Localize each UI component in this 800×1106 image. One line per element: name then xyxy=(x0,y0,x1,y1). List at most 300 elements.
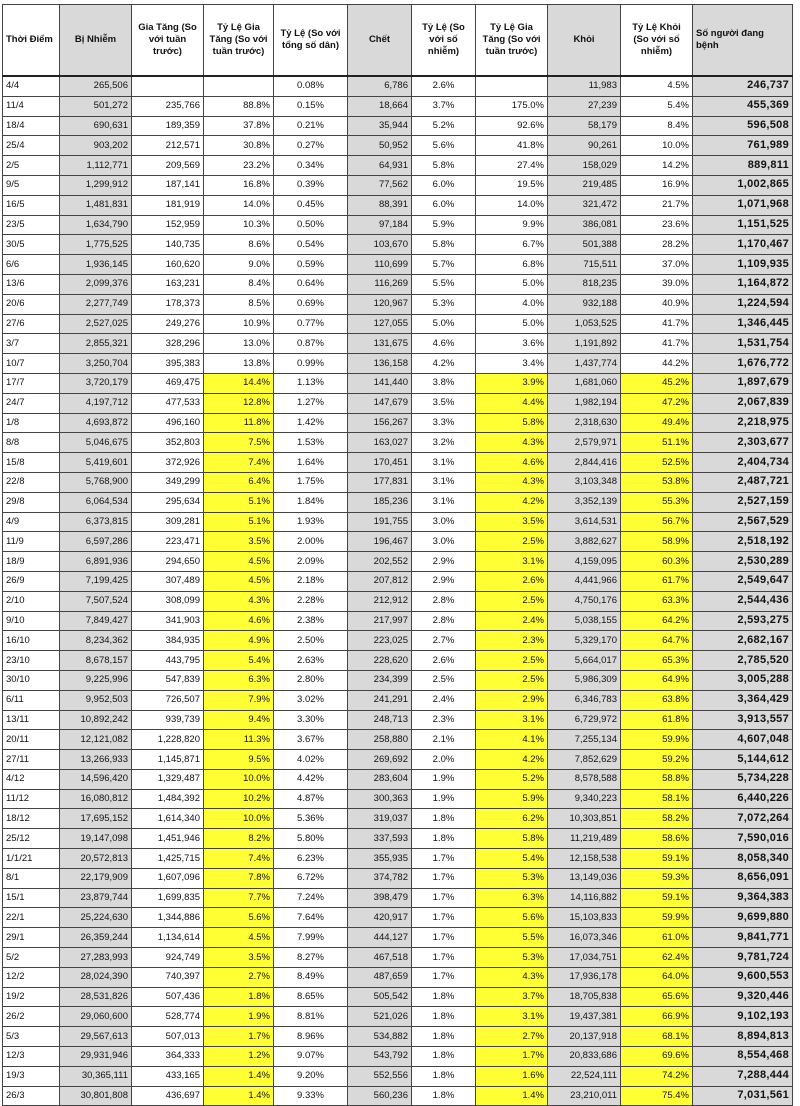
cell-date: 12/2 xyxy=(3,967,60,987)
cell-population-rate: 2.38% xyxy=(274,611,348,631)
cell-death-rate: 6.0% xyxy=(412,175,476,195)
cell-death-increase-rate: 4.6% xyxy=(476,453,548,473)
table-row xyxy=(3,175,793,195)
cell-death-increase-rate: 6.7% xyxy=(476,235,548,255)
cell-date: 8/1 xyxy=(3,868,60,888)
cell-infected: 16,080,812 xyxy=(60,789,132,809)
cell-population-rate: 6.23% xyxy=(274,849,348,869)
cell-active-cases: 7,031,561 xyxy=(693,1086,793,1106)
cell-deaths: 127,055 xyxy=(348,314,412,334)
cell-recovery-rate: 63.3% xyxy=(621,591,693,611)
cell-population-rate: 0.77% xyxy=(274,314,348,334)
cell-population-rate: 0.54% xyxy=(274,235,348,255)
cell-death-increase-rate: 27.4% xyxy=(476,156,548,176)
cell-increase: 160,620 xyxy=(132,255,204,275)
cell-infected: 1,481,831 xyxy=(60,195,132,215)
cell-infected: 29,060,600 xyxy=(60,1007,132,1027)
cell-recovered: 2,844,416 xyxy=(548,453,621,473)
cell-recovered: 17,034,751 xyxy=(548,948,621,968)
cell-increase-rate: 1.9% xyxy=(204,1007,274,1027)
cell-date: 6/11 xyxy=(3,690,60,710)
cell-active-cases: 2,404,734 xyxy=(693,453,793,473)
table-row xyxy=(3,809,793,829)
cell-death-rate: 5.9% xyxy=(412,215,476,235)
cell-date: 8/8 xyxy=(3,433,60,453)
cell-death-rate: 2.7% xyxy=(412,631,476,651)
cell-increase-rate: 4.5% xyxy=(204,571,274,591)
cell-recovered: 5,986,309 xyxy=(548,670,621,690)
cell-death-increase-rate: 41.8% xyxy=(476,136,548,156)
cell-death-rate: 3.2% xyxy=(412,433,476,453)
cell-deaths: 116,269 xyxy=(348,274,412,294)
cell-death-rate: 2.9% xyxy=(412,571,476,591)
cell-population-rate: 0.21% xyxy=(274,116,348,136)
cell-recovered: 3,352,139 xyxy=(548,492,621,512)
cell-population-rate: 3.67% xyxy=(274,730,348,750)
cell-deaths: 177,831 xyxy=(348,472,412,492)
table-row xyxy=(3,354,793,374)
cell-infected: 27,283,993 xyxy=(60,948,132,968)
table-row xyxy=(3,769,793,789)
cell-active-cases: 1,164,872 xyxy=(693,274,793,294)
cell-population-rate: 2.18% xyxy=(274,571,348,591)
cell-active-cases: 3,913,557 xyxy=(693,710,793,730)
cell-active-cases: 246,737 xyxy=(693,76,793,96)
header-death-rate: Tỷ Lệ (So với số nhiễm) xyxy=(412,5,476,77)
cell-recovered: 715,511 xyxy=(548,255,621,275)
cell-population-rate: 7.64% xyxy=(274,908,348,928)
cell-increase-rate: 13.0% xyxy=(204,334,274,354)
cell-date: 15/8 xyxy=(3,453,60,473)
cell-recovered: 10,303,851 xyxy=(548,809,621,829)
cell-recovered: 2,579,971 xyxy=(548,433,621,453)
cell-active-cases: 1,531,754 xyxy=(693,334,793,354)
cell-increase-rate: 8.6% xyxy=(204,235,274,255)
cell-recovered: 6,346,783 xyxy=(548,690,621,710)
cell-death-increase-rate: 6.8% xyxy=(476,255,548,275)
cell-death-rate: 2.3% xyxy=(412,710,476,730)
cell-population-rate: 2.00% xyxy=(274,532,348,552)
cell-active-cases: 2,487,721 xyxy=(693,472,793,492)
cell-infected: 14,596,420 xyxy=(60,769,132,789)
cell-infected: 12,121,082 xyxy=(60,730,132,750)
cell-deaths: 35,944 xyxy=(348,116,412,136)
cell-increase-rate: 5.1% xyxy=(204,512,274,532)
cell-increase-rate: 7.4% xyxy=(204,849,274,869)
cell-increase: 307,489 xyxy=(132,571,204,591)
cell-death-increase-rate: 5.8% xyxy=(476,829,548,849)
cell-increase: 1,134,614 xyxy=(132,928,204,948)
cell-increase-rate: 9.5% xyxy=(204,750,274,770)
cell-deaths: 196,467 xyxy=(348,532,412,552)
cell-increase-rate: 6.3% xyxy=(204,670,274,690)
cell-infected: 2,277,749 xyxy=(60,294,132,314)
cell-death-rate: 3.5% xyxy=(412,393,476,413)
cell-death-rate: 5.3% xyxy=(412,294,476,314)
cell-infected: 28,024,390 xyxy=(60,967,132,987)
cell-increase-rate: 88.8% xyxy=(204,96,274,116)
cell-increase-rate: 30.8% xyxy=(204,136,274,156)
cell-increase: 295,634 xyxy=(132,492,204,512)
cell-active-cases: 4,607,048 xyxy=(693,730,793,750)
cell-death-increase-rate: 1.4% xyxy=(476,1086,548,1106)
cell-increase-rate: 10.0% xyxy=(204,769,274,789)
table-row xyxy=(3,1066,793,1086)
cell-population-rate: 0.39% xyxy=(274,175,348,195)
cell-active-cases: 1,897,679 xyxy=(693,373,793,393)
table-row xyxy=(3,571,793,591)
cell-active-cases: 2,303,677 xyxy=(693,433,793,453)
table-row xyxy=(3,294,793,314)
table-row xyxy=(3,730,793,750)
cell-recovery-rate: 62.4% xyxy=(621,948,693,968)
cell-increase: 507,436 xyxy=(132,987,204,1007)
cell-deaths: 97,184 xyxy=(348,215,412,235)
table-row xyxy=(3,433,793,453)
cell-death-increase-rate: 2.5% xyxy=(476,591,548,611)
cell-death-rate: 1.8% xyxy=(412,1086,476,1106)
cell-population-rate: 0.69% xyxy=(274,294,348,314)
table-row xyxy=(3,255,793,275)
cell-date: 26/2 xyxy=(3,1007,60,1027)
cell-recovery-rate: 59.1% xyxy=(621,888,693,908)
table-row xyxy=(3,928,793,948)
cell-increase: 349,299 xyxy=(132,472,204,492)
cell-active-cases: 7,590,016 xyxy=(693,829,793,849)
cell-increase: 308,099 xyxy=(132,591,204,611)
cell-increase: 181,919 xyxy=(132,195,204,215)
cell-death-rate: 3.1% xyxy=(412,453,476,473)
cell-death-rate: 2.9% xyxy=(412,552,476,572)
cell-death-increase-rate: 2.5% xyxy=(476,651,548,671)
cell-increase-rate: 5.4% xyxy=(204,651,274,671)
cell-recovered: 23,210,011 xyxy=(548,1086,621,1106)
cell-population-rate: 2.80% xyxy=(274,670,348,690)
cell-increase: 212,571 xyxy=(132,136,204,156)
table-row xyxy=(3,611,793,631)
cell-deaths: 141,440 xyxy=(348,373,412,393)
cell-recovery-rate: 74.2% xyxy=(621,1066,693,1086)
cell-infected: 3,250,704 xyxy=(60,354,132,374)
cell-active-cases: 1,346,445 xyxy=(693,314,793,334)
cell-date: 1/1/21 xyxy=(3,849,60,869)
cell-recovered: 219,485 xyxy=(548,175,621,195)
cell-recovery-rate: 56.7% xyxy=(621,512,693,532)
cell-increase-rate: 6.4% xyxy=(204,472,274,492)
cell-active-cases: 3,364,429 xyxy=(693,690,793,710)
cell-active-cases: 5,734,228 xyxy=(693,769,793,789)
cell-death-increase-rate: 3.9% xyxy=(476,373,548,393)
cell-active-cases: 2,593,275 xyxy=(693,611,793,631)
covid-stats-table xyxy=(2,4,793,1106)
cell-recovered: 27,239 xyxy=(548,96,621,116)
cell-infected: 17,695,152 xyxy=(60,809,132,829)
cell-recovery-rate: 59.9% xyxy=(621,908,693,928)
cell-date: 30/10 xyxy=(3,670,60,690)
cell-increase-rate: 7.4% xyxy=(204,453,274,473)
cell-date: 22/1 xyxy=(3,908,60,928)
cell-deaths: 269,692 xyxy=(348,750,412,770)
cell-infected: 1,112,771 xyxy=(60,156,132,176)
cell-increase-rate: 3.5% xyxy=(204,948,274,968)
cell-increase-rate: 3.5% xyxy=(204,532,274,552)
header-date: Thời Điểm xyxy=(3,5,60,77)
cell-date: 5/3 xyxy=(3,1027,60,1047)
cell-increase-rate: 8.4% xyxy=(204,274,274,294)
cell-recovered: 5,038,155 xyxy=(548,611,621,631)
cell-increase: 1,145,871 xyxy=(132,750,204,770)
cell-date: 3/7 xyxy=(3,334,60,354)
cell-date: 4/9 xyxy=(3,512,60,532)
table-row xyxy=(3,532,793,552)
cell-recovery-rate: 64.7% xyxy=(621,631,693,651)
cell-deaths: 170,451 xyxy=(348,453,412,473)
cell-population-rate: 1.64% xyxy=(274,453,348,473)
cell-infected: 6,597,286 xyxy=(60,532,132,552)
cell-deaths: 420,917 xyxy=(348,908,412,928)
cell-deaths: 217,997 xyxy=(348,611,412,631)
table-row xyxy=(3,690,793,710)
cell-death-increase-rate: 6.3% xyxy=(476,888,548,908)
cell-death-increase-rate xyxy=(476,76,548,96)
cell-increase: 384,935 xyxy=(132,631,204,651)
cell-deaths: 467,518 xyxy=(348,948,412,968)
cell-population-rate: 9.07% xyxy=(274,1047,348,1067)
cell-population-rate: 1.27% xyxy=(274,393,348,413)
cell-death-increase-rate: 5.6% xyxy=(476,908,548,928)
cell-increase: 469,475 xyxy=(132,373,204,393)
cell-increase-rate: 4.3% xyxy=(204,591,274,611)
cell-death-increase-rate: 4.4% xyxy=(476,393,548,413)
cell-active-cases: 8,894,813 xyxy=(693,1027,793,1047)
cell-deaths: 88,391 xyxy=(348,195,412,215)
cell-deaths: 258,880 xyxy=(348,730,412,750)
cell-active-cases: 761,989 xyxy=(693,136,793,156)
cell-increase: 364,333 xyxy=(132,1047,204,1067)
cell-population-rate: 8.27% xyxy=(274,948,348,968)
header-death-increase-rate: Tỷ Lệ Gia Tăng (So với tuần trước) xyxy=(476,5,548,77)
cell-death-increase-rate: 5.5% xyxy=(476,928,548,948)
cell-recovery-rate: 61.0% xyxy=(621,928,693,948)
cell-increase-rate: 7.5% xyxy=(204,433,274,453)
cell-increase: 1,699,835 xyxy=(132,888,204,908)
cell-recovered: 17,936,178 xyxy=(548,967,621,987)
cell-increase-rate: 1.7% xyxy=(204,1027,274,1047)
cell-date: 26/9 xyxy=(3,571,60,591)
cell-recovery-rate: 41.7% xyxy=(621,334,693,354)
table-row xyxy=(3,710,793,730)
cell-death-increase-rate: 4.2% xyxy=(476,750,548,770)
cell-death-rate: 5.5% xyxy=(412,274,476,294)
cell-death-increase-rate: 5.3% xyxy=(476,948,548,968)
cell-death-rate: 3.3% xyxy=(412,413,476,433)
cell-death-increase-rate: 6.2% xyxy=(476,809,548,829)
cell-recovered: 1,982,194 xyxy=(548,393,621,413)
cell-increase-rate: 4.5% xyxy=(204,928,274,948)
cell-recovery-rate: 39.0% xyxy=(621,274,693,294)
cell-active-cases: 5,144,612 xyxy=(693,750,793,770)
cell-death-increase-rate: 175.0% xyxy=(476,96,548,116)
cell-recovery-rate: 59.1% xyxy=(621,849,693,869)
table-row xyxy=(3,512,793,532)
cell-infected: 29,567,613 xyxy=(60,1027,132,1047)
cell-death-rate: 5.8% xyxy=(412,235,476,255)
cell-death-increase-rate: 5.4% xyxy=(476,849,548,869)
cell-increase: 189,359 xyxy=(132,116,204,136)
cell-death-rate: 3.1% xyxy=(412,472,476,492)
cell-increase: 1,228,820 xyxy=(132,730,204,750)
cell-increase: 1,451,946 xyxy=(132,829,204,849)
cell-death-rate: 1.8% xyxy=(412,987,476,1007)
cell-infected: 7,507,524 xyxy=(60,591,132,611)
cell-active-cases: 7,072,264 xyxy=(693,809,793,829)
cell-population-rate: 7.24% xyxy=(274,888,348,908)
cell-increase-rate: 1.8% xyxy=(204,987,274,1007)
cell-death-increase-rate: 1.6% xyxy=(476,1066,548,1086)
cell-deaths: 505,542 xyxy=(348,987,412,1007)
cell-death-rate: 4.6% xyxy=(412,334,476,354)
cell-active-cases: 1,151,525 xyxy=(693,215,793,235)
cell-infected: 5,419,601 xyxy=(60,453,132,473)
cell-date: 11/9 xyxy=(3,532,60,552)
cell-population-rate: 9.33% xyxy=(274,1086,348,1106)
cell-date: 10/7 xyxy=(3,354,60,374)
cell-death-increase-rate: 4.1% xyxy=(476,730,548,750)
cell-recovered: 5,329,170 xyxy=(548,631,621,651)
cell-deaths: 560,236 xyxy=(348,1086,412,1106)
cell-recovered: 6,729,972 xyxy=(548,710,621,730)
cell-infected: 30,365,111 xyxy=(60,1066,132,1086)
cell-recovery-rate: 59.3% xyxy=(621,868,693,888)
cell-death-increase-rate: 5.2% xyxy=(476,769,548,789)
cell-infected: 26,359,244 xyxy=(60,928,132,948)
cell-infected: 13,266,933 xyxy=(60,750,132,770)
cell-increase: 235,766 xyxy=(132,96,204,116)
table-row xyxy=(3,1047,793,1067)
cell-infected: 19,147,098 xyxy=(60,829,132,849)
cell-date: 9/10 xyxy=(3,611,60,631)
cell-active-cases: 1,109,935 xyxy=(693,255,793,275)
cell-deaths: 398,479 xyxy=(348,888,412,908)
cell-recovery-rate: 8.4% xyxy=(621,116,693,136)
cell-deaths: 355,935 xyxy=(348,849,412,869)
table-row xyxy=(3,849,793,869)
cell-recovered: 2,318,630 xyxy=(548,413,621,433)
header-increase: Gia Tăng (So với tuần trước) xyxy=(132,5,204,77)
cell-deaths: 147,679 xyxy=(348,393,412,413)
cell-active-cases: 8,656,091 xyxy=(693,868,793,888)
cell-infected: 3,720,179 xyxy=(60,373,132,393)
cell-date: 16/5 xyxy=(3,195,60,215)
cell-increase-rate: 9.4% xyxy=(204,710,274,730)
cell-population-rate: 1.13% xyxy=(274,373,348,393)
table-row xyxy=(3,1086,793,1106)
cell-population-rate: 0.45% xyxy=(274,195,348,215)
cell-increase: 341,903 xyxy=(132,611,204,631)
cell-population-rate: 2.63% xyxy=(274,651,348,671)
cell-recovered: 20,137,918 xyxy=(548,1027,621,1047)
cell-increase: 372,926 xyxy=(132,453,204,473)
header-deaths: Chết xyxy=(348,5,412,77)
cell-increase: 1,344,886 xyxy=(132,908,204,928)
cell-death-rate: 2.1% xyxy=(412,730,476,750)
cell-recovery-rate: 66.9% xyxy=(621,1007,693,1027)
table-row xyxy=(3,829,793,849)
cell-infected: 28,531,826 xyxy=(60,987,132,1007)
cell-death-rate: 1.7% xyxy=(412,849,476,869)
cell-date: 27/6 xyxy=(3,314,60,334)
cell-active-cases: 7,288,444 xyxy=(693,1066,793,1086)
cell-active-cases: 1,071,968 xyxy=(693,195,793,215)
table-row xyxy=(3,274,793,294)
cell-infected: 2,855,321 xyxy=(60,334,132,354)
cell-recovery-rate: 44.2% xyxy=(621,354,693,374)
cell-recovery-rate: 52.5% xyxy=(621,453,693,473)
cell-recovery-rate: 5.4% xyxy=(621,96,693,116)
cell-active-cases: 2,530,289 xyxy=(693,552,793,572)
cell-active-cases: 889,811 xyxy=(693,156,793,176)
cell-increase-rate: 37.8% xyxy=(204,116,274,136)
cell-recovery-rate: 21.7% xyxy=(621,195,693,215)
cell-population-rate: 4.02% xyxy=(274,750,348,770)
cell-increase: 443,795 xyxy=(132,651,204,671)
cell-increase: 163,231 xyxy=(132,274,204,294)
cell-death-increase-rate: 4.3% xyxy=(476,433,548,453)
cell-population-rate: 0.08% xyxy=(274,76,348,96)
cell-increase: 223,471 xyxy=(132,532,204,552)
cell-infected: 9,225,996 xyxy=(60,670,132,690)
cell-increase: 939,739 xyxy=(132,710,204,730)
cell-infected: 22,179,909 xyxy=(60,868,132,888)
header-recovery-rate: Tỷ Lệ Khỏi (So với số nhiễm) xyxy=(621,5,693,77)
cell-death-rate: 6.0% xyxy=(412,195,476,215)
cell-date: 12/3 xyxy=(3,1047,60,1067)
cell-recovered: 3,882,627 xyxy=(548,532,621,552)
cell-recovered: 386,081 xyxy=(548,215,621,235)
table-row xyxy=(3,651,793,671)
cell-population-rate: 1.75% xyxy=(274,472,348,492)
cell-recovered: 4,159,095 xyxy=(548,552,621,572)
cell-increase-rate: 14.4% xyxy=(204,373,274,393)
cell-recovered: 501,388 xyxy=(548,235,621,255)
cell-increase-rate: 2.7% xyxy=(204,967,274,987)
cell-recovered: 22,524,111 xyxy=(548,1066,621,1086)
cell-infected: 690,631 xyxy=(60,116,132,136)
cell-increase: 395,383 xyxy=(132,354,204,374)
table-row xyxy=(3,96,793,116)
cell-death-rate: 1.8% xyxy=(412,1007,476,1027)
cell-increase-rate: 12.8% xyxy=(204,393,274,413)
cell-death-increase-rate: 5.0% xyxy=(476,314,548,334)
cell-population-rate: 5.80% xyxy=(274,829,348,849)
cell-infected: 1,936,145 xyxy=(60,255,132,275)
cell-recovery-rate: 45.2% xyxy=(621,373,693,393)
cell-recovered: 15,103,833 xyxy=(548,908,621,928)
cell-recovery-rate: 55.3% xyxy=(621,492,693,512)
cell-recovered: 818,235 xyxy=(548,274,621,294)
cell-recovery-rate: 61.7% xyxy=(621,571,693,591)
cell-deaths: 185,236 xyxy=(348,492,412,512)
cell-deaths: 223,025 xyxy=(348,631,412,651)
cell-recovery-rate: 75.4% xyxy=(621,1086,693,1106)
cell-date: 11/12 xyxy=(3,789,60,809)
cell-recovered: 20,833,686 xyxy=(548,1047,621,1067)
cell-deaths: 300,363 xyxy=(348,789,412,809)
cell-recovered: 3,103,348 xyxy=(548,472,621,492)
cell-increase: 1,329,487 xyxy=(132,769,204,789)
header-infected: Bị Nhiễm xyxy=(60,5,132,77)
cell-population-rate: 0.27% xyxy=(274,136,348,156)
